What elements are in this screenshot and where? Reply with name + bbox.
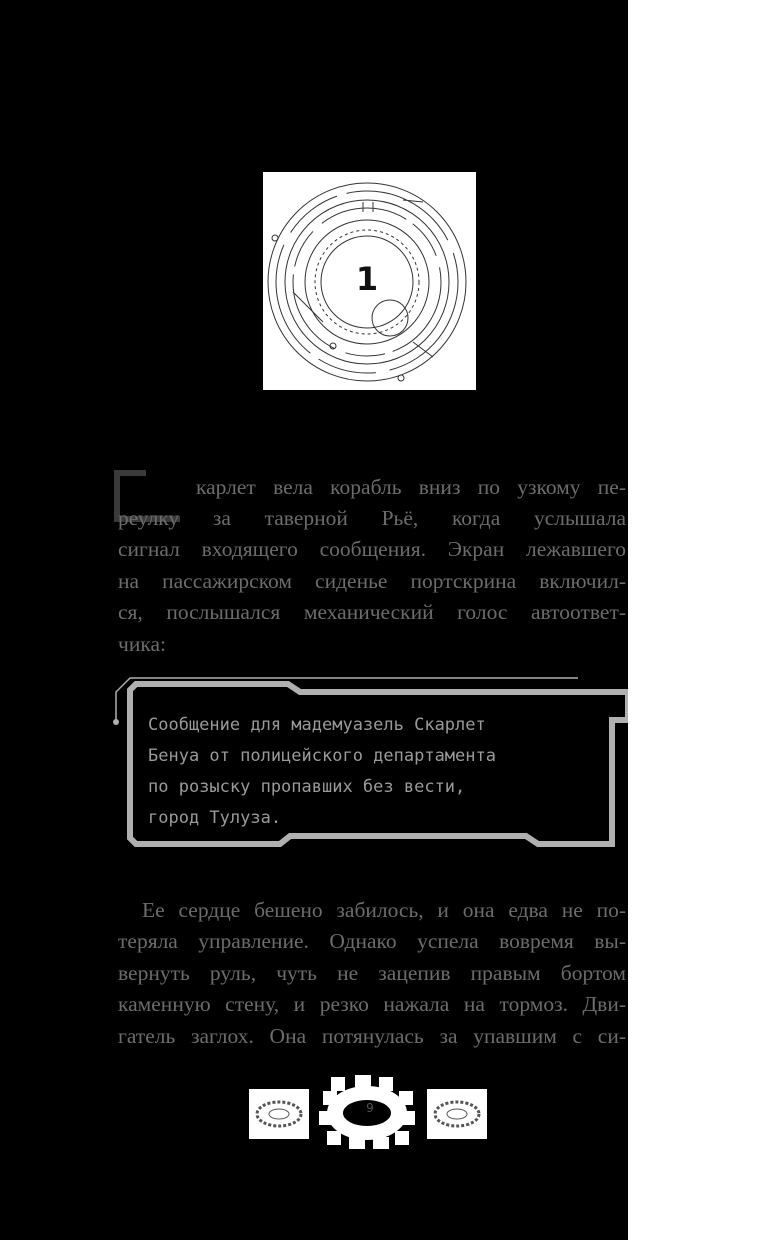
text-line: гатель заглох. Она потянулась за упавшим с си- [118,1023,626,1048]
chapter-number: 1 [355,260,379,298]
chapter-emblem [263,172,476,390]
text-line: вернуть руль, чуть не зацепив правым бортом [118,960,626,985]
paragraph-2 [118,895,626,1052]
text-line: Ее сердце бешено забилось, и она едва не по- [142,898,626,922]
message-text [148,710,496,834]
text-line: ся, послышался механический голос автоответ- [118,600,626,625]
message-line: Сообщение для мадемуазель Скарлет [148,715,486,735]
message-line: по розыску пропавших без вести, [148,777,466,797]
message-line: Бенуа от полицейского департамента [148,746,496,766]
message-line: город Тулуза. [148,808,282,828]
paragraph-1-first-line: карлет вела корабль вниз по узкому пе- [196,475,626,499]
text-line: на пассажирском сиденье портскрина включил- [118,568,626,593]
text-line: теряла управление. Однако успела вовремя вы- [118,929,626,954]
text-line: каменную стену, и резко нажала на тормоз. Дви- [118,992,626,1017]
text-line: реулку за таверной Рьё, когда услышала [118,506,626,530]
text-line: чика: [118,631,166,656]
paragraph-1 [118,503,626,660]
text-line: сигнал входящего сообщения. Экран лежавшего [118,537,626,562]
page-number: 9 [366,1101,374,1115]
